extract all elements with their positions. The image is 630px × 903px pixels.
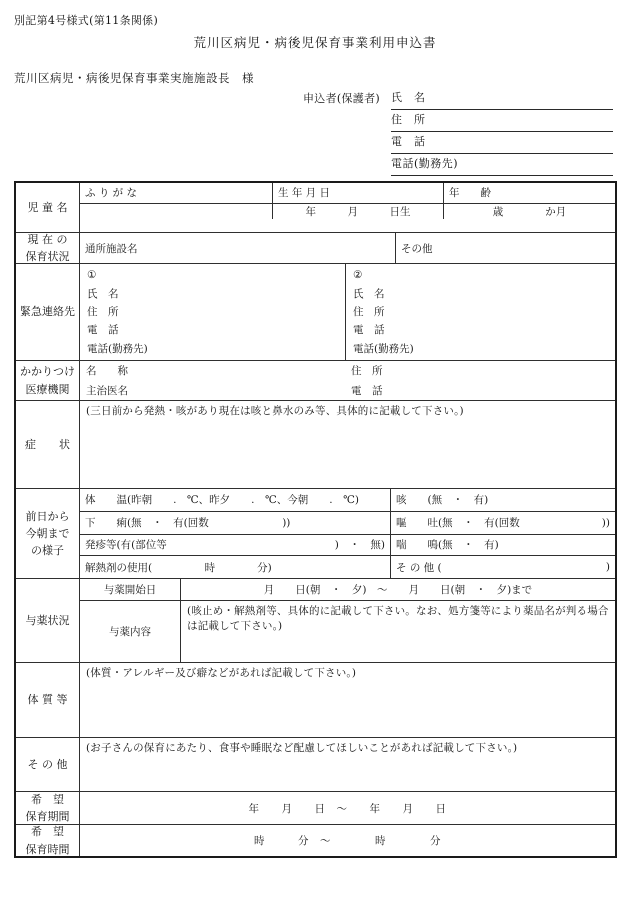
row-emergency-contacts: [16, 263, 615, 360]
emergency-contact-1: [80, 264, 346, 360]
care-period-label-line1: 希 望: [31, 792, 64, 806]
symptom-label-b: 状: [59, 437, 70, 451]
care-other-cell: その他: [401, 242, 433, 255]
row-symptoms: [16, 400, 615, 488]
row-constitution: [16, 662, 615, 737]
furigana-header: ふ り が な: [80, 183, 273, 203]
care-time-label-line2: 保育時間: [25, 842, 70, 856]
medication-content-hint: (咳止め・解熱剤等、具体的に記載して下さい。なお、処方箋等により薬品名が判る場合は記載して下さい。): [187, 605, 609, 633]
vomit-close: )): [601, 516, 610, 529]
emergency-label: 緊急連絡先: [16, 264, 80, 360]
condition-other-cell: [391, 556, 615, 578]
row-child-name: [16, 183, 615, 232]
contact2-number: ②: [353, 269, 363, 282]
clinic-name-label: 名 称: [86, 365, 128, 378]
clinic-address-label: 住 所: [351, 365, 383, 378]
other-notes-label: そ の 他: [16, 738, 80, 791]
row-medication: [16, 578, 615, 662]
cough-cell: 咳 (無 ・ 有): [396, 494, 489, 507]
row-family-doctor: [16, 360, 615, 400]
contact2-phone: 電 話: [353, 324, 385, 337]
row-care-period: [16, 791, 615, 824]
medication-start-value: 月 日(朝 ・ 夕) ～ 月 日(朝 ・ 夕)まで: [263, 584, 533, 596]
condition-label: [16, 489, 80, 578]
medication-start-label: 与薬開始日: [80, 579, 181, 600]
care-time-label-line1: 希 望: [31, 825, 64, 839]
diarrhea-cell: 下 痢(無 ・ 有(回数 )): [80, 512, 391, 534]
medication-label: 与薬状況: [16, 579, 80, 662]
applicant-block: [303, 88, 613, 176]
contact2-name: 氏 名: [353, 287, 385, 300]
constitution-hint: (体質・アレルギー及び癖などがあれば記載して下さい。): [86, 667, 357, 679]
care-period-label: [16, 792, 80, 824]
rash-cell: [80, 535, 391, 556]
condition-label-line3: の様子: [31, 544, 64, 558]
constitution-label: 体 質 等: [16, 663, 80, 737]
contact2-work-phone: 電話(勤務先): [353, 342, 414, 355]
care-time-label: [16, 825, 80, 856]
facility-name-cell: 通所施設名: [80, 233, 396, 263]
condition-other-text: そ の 他 (: [396, 561, 442, 574]
physician-name-label: 主治医名: [86, 384, 128, 397]
condition-other-close: ): [605, 561, 610, 574]
current-care-label-line2: 保育状況: [25, 250, 70, 263]
contact1-work-phone: 電話(勤務先): [87, 342, 148, 355]
clinic-phone-label: 電 話: [351, 384, 383, 397]
applicant-address-field: 住 所: [391, 110, 613, 132]
applicant-work-phone-field: 電話(勤務先): [391, 154, 613, 176]
care-period-value: 年 月 日 ～ 年 月 日: [248, 802, 447, 815]
birthdate-header: 生 年 月 日: [273, 183, 444, 203]
vomit-cell: [391, 512, 615, 534]
row-condition: [16, 488, 615, 578]
birthdate-value: 年 月 日生: [273, 204, 444, 219]
contact1-address: 住 所: [87, 305, 119, 318]
antipyretic-cell: 解熱剤の使用( 時 分): [80, 556, 391, 578]
vomit-text: 嘔 吐(無 ・ 有(回数: [396, 517, 520, 530]
application-table: [14, 181, 617, 858]
rash-close: ) ・ 無): [334, 539, 385, 552]
contact2-address: 住 所: [353, 305, 385, 318]
page-title: 荒川区病児・病後児保育事業利用申込書: [193, 35, 437, 50]
temperature-cell: 体 温(昨朝 . ℃、昨夕 . ℃、今朝 . ℃): [80, 489, 391, 511]
addressee-line: 荒川区病児・病後児保育事業実施施設長 様: [14, 71, 254, 85]
applicant-phone-field: 電 話: [391, 132, 613, 154]
symptom-label: [16, 401, 80, 488]
rash-text: 発疹等(有(部位等: [85, 539, 167, 552]
wheeze-cell: 喘 鳴(無 ・ 有): [396, 539, 499, 552]
medication-content-cell: [181, 601, 615, 662]
row-other-notes: [16, 737, 615, 791]
care-time-value: 時 分 ～ 時 分: [254, 835, 441, 847]
contact1-phone: 電 話: [87, 324, 119, 337]
child-name-label: 児 童 名: [16, 183, 80, 232]
symptom-hint: (三日前から発熱・咳があり現在は咳と鼻水のみ等、具体的に記載して下さい。): [86, 405, 464, 417]
applicant-fields: [391, 88, 613, 176]
age-value: 歳 か月: [492, 206, 567, 218]
other-notes-hint: (お子さんの保育にあたり、食事や睡眠など配慮してほしいことがあれば記載して下さい。): [86, 742, 518, 754]
age-header: 年 齢: [449, 187, 491, 199]
doctor-label: [16, 361, 80, 400]
row-current-care: [16, 232, 615, 263]
current-care-label: [16, 233, 80, 263]
condition-label-line2: 今朝まで: [25, 526, 70, 540]
child-name-write-area: [80, 204, 273, 219]
contact1-name: 氏 名: [87, 287, 119, 300]
row-care-time: [16, 824, 615, 856]
condition-label-line1: 前日から: [25, 509, 70, 523]
form-number: 別記第4号様式(第11条関係): [14, 14, 159, 27]
emergency-contact-2: [346, 264, 615, 360]
contact1-number: ①: [87, 269, 97, 282]
current-care-label-line1: 現 在 の: [27, 232, 68, 246]
applicant-label: 申込者(保護者): [303, 92, 380, 105]
care-period-label-line2: 保育期間: [25, 810, 70, 823]
doctor-label-line2: 医療機関: [25, 382, 70, 396]
applicant-name-field: 氏 名: [391, 88, 613, 110]
doctor-label-line1: かかりつけ: [20, 365, 75, 379]
symptom-label-a: 症: [25, 437, 36, 451]
medication-content-label: 与薬内容: [80, 601, 181, 662]
